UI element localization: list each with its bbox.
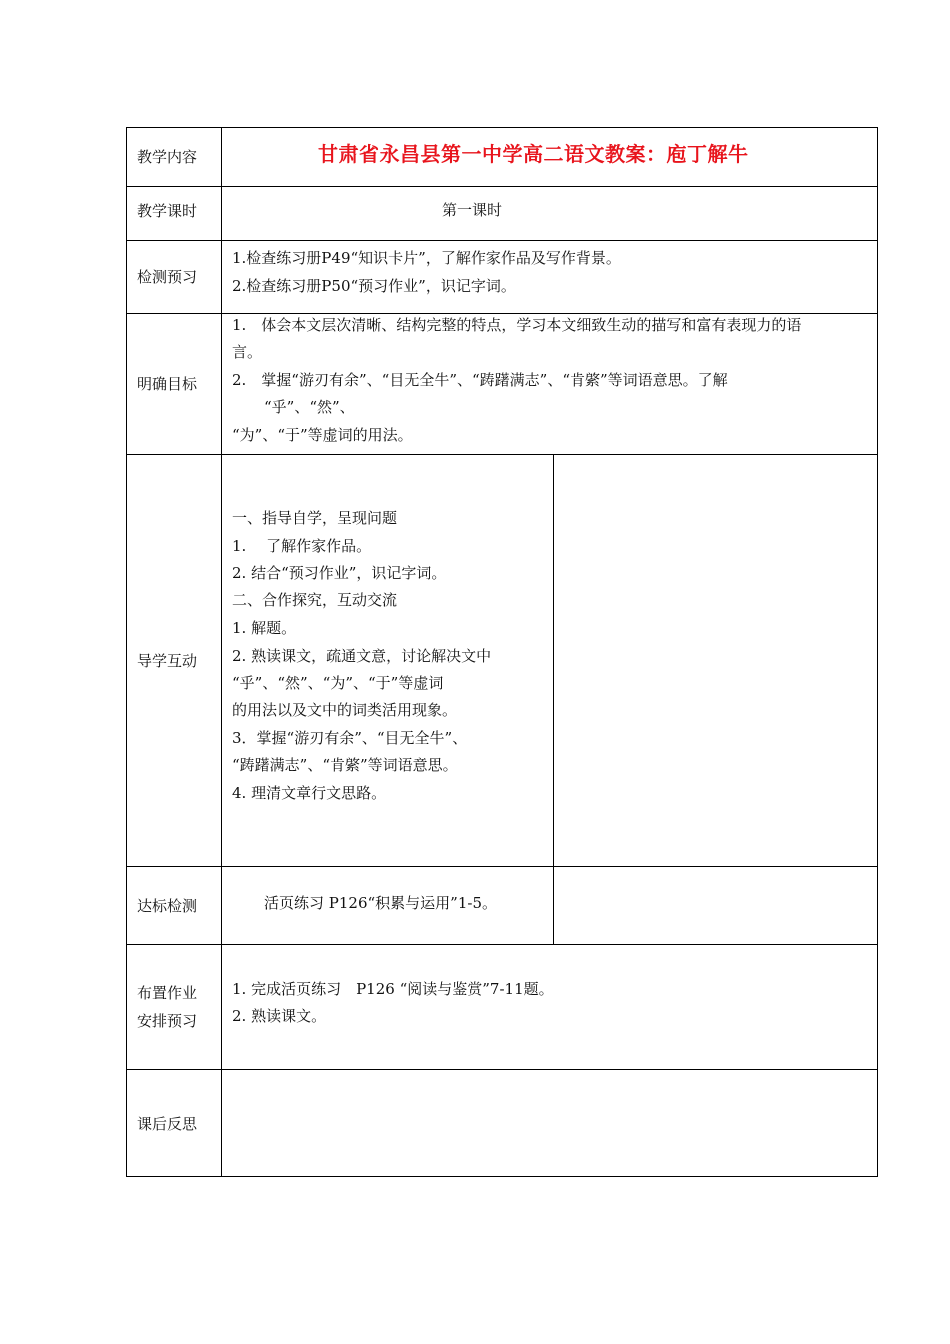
guided-line-6: 2. 熟读课文，疏通文意，讨论解决文中: [232, 647, 492, 665]
homework-line-1: 1. 完成活页练习 P126 “阅读与鉴赏”7-11题。: [232, 980, 554, 998]
objective-line-2: 言。: [232, 343, 263, 361]
column-divider: [553, 867, 554, 944]
label-objectives: 明确目标: [127, 314, 222, 454]
lesson-plan-table: [126, 127, 878, 1177]
guided-line-5: 1. 解题。: [232, 619, 297, 637]
guided-line-4: 二、合作探究，互动交流: [232, 591, 398, 609]
period-value: 第一课时: [442, 201, 503, 219]
guided-line-2: 1. 了解作家作品。: [232, 537, 372, 555]
homework-line-2: 2. 熟读课文。: [232, 1007, 327, 1025]
preview-line-2: 2.检查练习册P50“预习作业”，识记字词。: [232, 277, 516, 295]
guided-line-3: 2. 结合“预习作业”，识记字词。: [232, 564, 447, 582]
guided-line-1: 一、指导自学，呈现问题: [232, 509, 398, 527]
guided-line-7: “乎”、“然”、“为”、“于”等虚词: [232, 674, 444, 692]
column-divider: [553, 455, 554, 866]
label-homework: [127, 945, 222, 1069]
label-target-check: 达标检测: [127, 867, 222, 944]
label-guided-interaction: 导学互动: [127, 455, 222, 866]
row-homework: [127, 944, 877, 1069]
label-reflection: 课后反思: [127, 1070, 222, 1177]
preview-line-1: 1.检查练习册P49“知识卡片”，了解作家作品及写作背景。: [232, 249, 621, 267]
label-homework-line1: 布置作业: [137, 984, 198, 1002]
objective-line-3: 2. 掌握“游刃有余”、“目无全牛”、“踌躇满志”、“肯綮”等词语意思。了解: [232, 371, 728, 389]
row-target-check: [127, 866, 877, 944]
row-teaching-period: [127, 186, 877, 240]
row-teaching-content: [127, 128, 877, 186]
guided-line-9: 3．掌握“游刃有余”、“目无全牛”、: [232, 729, 468, 747]
objective-line-4: “乎”、“然”、: [264, 398, 355, 416]
label-teaching-period: 教学课时: [127, 187, 222, 240]
label-homework-line2: 安排预习: [137, 1012, 198, 1030]
label-preview-check: 检测预习: [127, 241, 222, 313]
row-objectives: [127, 313, 877, 454]
objective-line-5: “为”、“于”等虚词的用法。: [232, 426, 413, 444]
row-reflection: [127, 1069, 877, 1177]
page-title: 甘肃省永昌县第一中学高二语文教案：庖丁解牛: [318, 142, 749, 166]
objective-line-1: 1. 体会本文层次清晰、结构完整的特点，学习本文细致生动的描写和富有表现力的语: [232, 316, 802, 334]
row-guided-interaction: [127, 454, 877, 866]
reflection-content: [222, 1070, 877, 1177]
check-value: 活页练习 P126“积累与运用”1-5。: [264, 894, 497, 912]
guided-line-10: “踌躇满志”、“肯綮”等词语意思。: [232, 756, 458, 774]
guided-line-11: 4. 理清文章行文思路。: [232, 784, 387, 802]
guided-line-8: 的用法以及文中的词类活用现象。: [232, 701, 458, 719]
row-preview-check: [127, 240, 877, 313]
label-teaching-content: 教学内容: [127, 128, 222, 186]
